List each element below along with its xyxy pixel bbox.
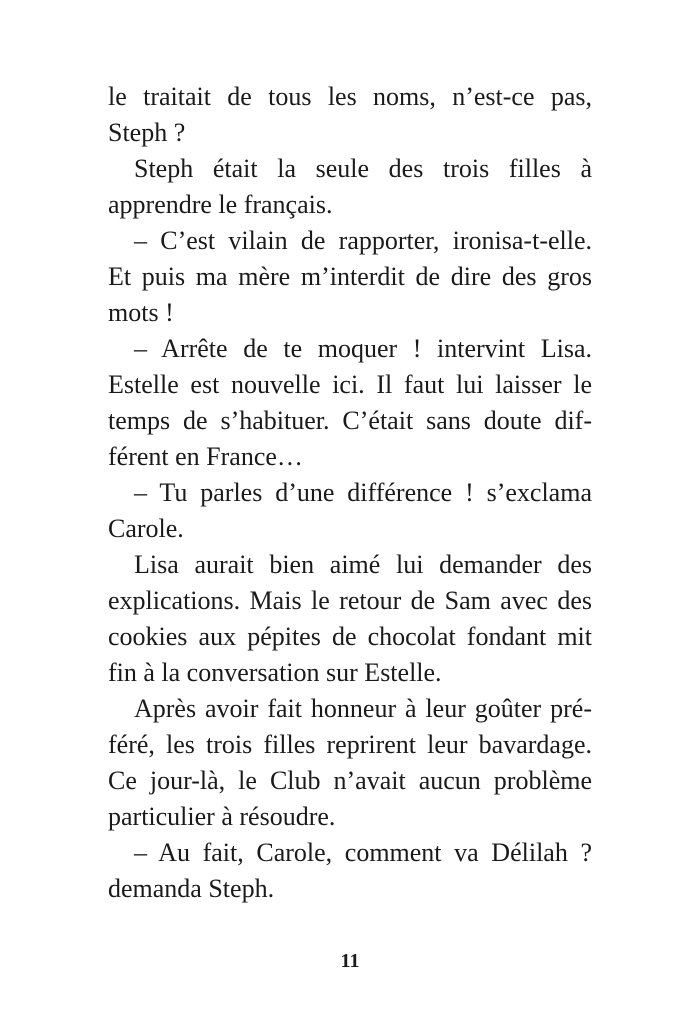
text-line: – Tu parles d’une différence ! s’exclama xyxy=(134,478,592,507)
text-line: Steph ? xyxy=(108,118,186,147)
text-line: demanda Steph. xyxy=(108,874,275,903)
page-body-text xyxy=(108,79,592,907)
text-line: apprendre le français. xyxy=(108,190,333,219)
text-line: Et puis ma mère m’interdit de dire des gros xyxy=(108,262,592,291)
text-line: Steph était la seule des trois filles à xyxy=(134,154,592,183)
text-line: – Au fait, Carole, comment va Délilah ? xyxy=(134,838,592,867)
text-line: férent en France… xyxy=(108,442,303,471)
text-line: Estelle est nouvelle ici. Il faut lui laisser le xyxy=(108,370,592,399)
text-line: Carole. xyxy=(108,514,184,543)
page-number: 11 xyxy=(340,950,360,972)
text-line: – C’est vilain de rapporter, ironisa-t-elle. xyxy=(134,226,592,255)
text-line: temps de s’habituer. C’était sans doute dif- xyxy=(108,406,592,435)
text-line: mots ! xyxy=(108,298,174,327)
text-line: Lisa aurait bien aimé lui demander des xyxy=(134,550,592,579)
text-line: Après avoir fait honneur à leur goûter pré- xyxy=(134,694,592,723)
text-line: féré, les trois filles reprirent leur bavardage. xyxy=(108,730,592,759)
text-line: particulier à résoudre. xyxy=(108,802,336,831)
text-line: fin à la conversation sur Estelle. xyxy=(108,658,442,687)
text-line: explications. Mais le retour de Sam avec des xyxy=(108,586,592,615)
text-line: cookies aux pépites de chocolat fondant mit xyxy=(108,622,592,651)
text-line: – Arrête de te moquer ! intervint Lisa. xyxy=(134,334,592,363)
text-line: le traitait de tous les noms, n’est-ce pas, xyxy=(108,82,592,111)
text-line: Ce jour-là, le Club n’avait aucun problème xyxy=(108,766,592,795)
